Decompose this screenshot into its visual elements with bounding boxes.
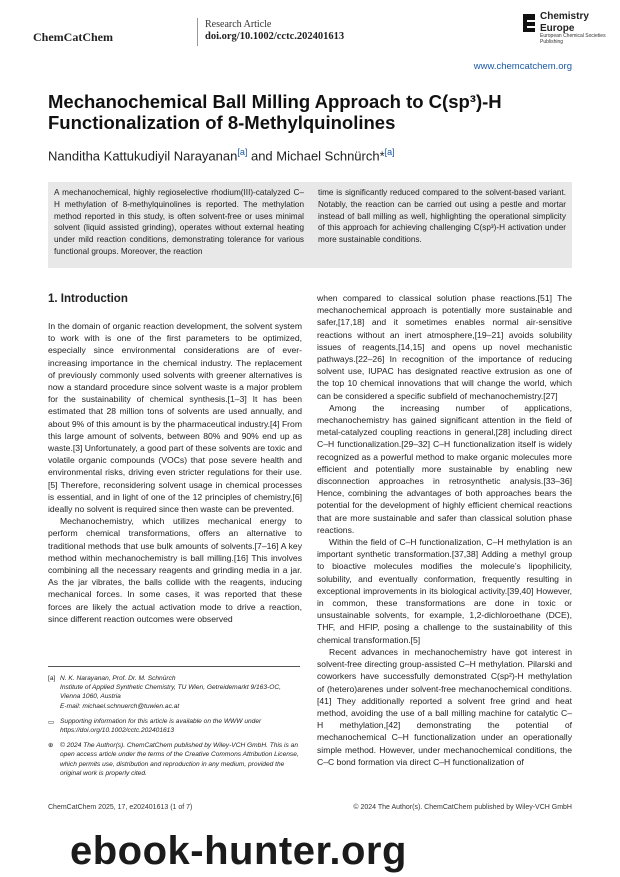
abstract-right: time is significantly reduced compared to the solvent-based variant. Notably, the reaction can be carried out using a pestle and mortar instead of ball milling as well, highlighting the operational simplicity of this approach for achieving challenging C(sp³)-H activation under more sustainable conditions. (318, 188, 566, 245)
paragraph: Within the field of C–H functionalization, C–H methylation is an important synthetic transformation.[37,38] Adding a methyl group to bioactive molecules modifies the molecule’s lipophilicity, solubility, and eventually conformation, frequently resulting in exceptional improvements in its biological activity.[39,40] However, in common, these transformations are done in toxic or unsustainable solvents, for example, 1,2-dichloroethane (DCE), THF, and HFIP, posing a challenge to the sustainability of this chemical transformation.[5] (317, 537, 572, 645)
article-type: Research Article (205, 19, 272, 30)
author-2: and Michael Schnürch* (247, 148, 385, 164)
affiliation-note (48, 674, 300, 711)
logo-text-chemistry: Chemistry (540, 11, 589, 22)
license-text[interactable]: © 2024 The Author(s). ChemCatChem published by Wiley-VCH GmbH. This is an open access article under the terms of the Creative Commons Attribution License, which permits use, distribution and reproduction in any medium, provided the original work is properly cited. (60, 742, 299, 777)
affiliation-email[interactable]: E-mail: michael.schnuerch@tuwien.ac.at (60, 702, 180, 710)
paragraph: In the domain of organic reaction development, the solvent system to work with is one of the first parameters to be optimized, especially since environmental considerations are of ever-increasing importance in the chemical industry. The replacement of previously commonly used solvents with greener alternatives is now a standard procedure since solvent waste is a major problem for the sustainability of chemical synthesis.[1–3] It has been estimated that 28 million tons of solvents are used annually, and about 9% of this amount is by the pharmaceutical industry.[4] From this large amount of solvents, between 80% and 90% end up as waste.[3] Unfortunately, a good part of these solvents are toxic and volatile organic compounds (VOCs) that pose severe health and environmental risks, driving even stricter regulations for their use.[5] Therefore, reconsidering solvent usage in chemical processes is essential, and in light of one of the 12 principles of chemistry,[6] ideally no solvent is required since then waste can be prevented. (48, 321, 302, 515)
paragraph: Mechanochemistry, which utilizes mechanical energy to perform chemical transformations, offers an alternative to traditional methods that use bulk amounts of solvents.[7–16] A key method within mechanochemistry is ball milling.[16] This involves combining all the necessary reagents and grinding media in a jar. As the jar vibrates, the balls collide with the reagents, inducing mechanical forces. In some cases, it was reported that these forces are likely the actual activation mode to drive a reaction, since different reaction outcomes were observed (48, 516, 302, 624)
logo-text-europe: Europe (540, 23, 575, 34)
author-1: Nanditha Kattukudiyil Narayanan (48, 148, 238, 164)
footnote-rule (48, 666, 300, 667)
affiliation-names: N. K. Narayanan, Prof. Dr. M. Schnürch (60, 675, 176, 682)
license-note (48, 741, 300, 778)
footer-citation: ChemCatChem 2025, 17, e202401613 (1 of 7) (48, 804, 193, 811)
abstract-box (48, 182, 572, 268)
paragraph: Recent advances in mechanochemistry have got interest in solvent-free directing group-assisted C–H methylation. Pilarski and coworkers have successfully demonstrated C(sp²)-H methylation of (hetero)arenes under solvent-free mechanochemical conditions.[41] They additionally reported a solvent free grind and heat method, avoiding the use of a ball milling machine for catalytic C–H methylation,[42] demonstrating the potential of mechanochemical C–H functionalization under an operationally simple method. However, under mechanochemical conditions, the C–C bond formation via direct C–H functionalization of (317, 646, 572, 767)
affiliation-institute: Institute of Applied Synthetic Chemistry, TU Wien, Getreidemarkt 9/163-OC, Vienna 1060, Austria (60, 684, 281, 701)
journal-name: ChemCatChem (33, 30, 113, 44)
author-1-affil[interactable]: [a] (237, 147, 248, 157)
chemistry-europe-logo-icon (521, 12, 537, 34)
paragraph: Among the increasing number of applications, mechanochemistry has gained significant attention in the field of metal-catalyzed coupling reactions in general,[28] including direct C–H functionalization.[29–32] C–H functionalization itself is widely recognized as a powerful method to make organic molecules more efficient and potentially more sustainable by enabling new disconnection approaches in retrosynthetic analysis.[33–36] Hence, combining the advantages of both approaches bears the potential for the development of highly efficient chemical reactions that are more sustainable and safer than classical solution phase reactions. (317, 402, 572, 535)
supporting-info-note (48, 717, 300, 735)
author-list (48, 147, 395, 163)
document-icon: ▭ (48, 718, 55, 726)
right-column (317, 292, 572, 768)
footnotes (48, 674, 300, 778)
author-2-affil[interactable]: [a] (384, 147, 395, 157)
article-doi[interactable]: doi.org/10.1002/cctc.202401613 (205, 31, 345, 42)
paragraph: when compared to classical solution phase reactions.[51] The mechanochemical approach is potentially more sustainable and safer,[17,18] and it sometimes enables normal air-sensitive reactions without an inert atmosphere,[19–21] avoids solubility issues of reagents,[14,15] and opens up novel mechanistic pathways.[22–26] In recognition of the importance of reducing solvent use, IUPAC has designated reactive extrusion as one of the top 10 chemical innovations that will change the world, which can be considered a specific subfield of mechanochemistry.[27] (317, 293, 572, 401)
watermark-text: ebook-hunter.org (70, 829, 407, 873)
section-heading: 1. Introduction (48, 293, 128, 305)
logo-text-societies: European Chemical Societies Publishing (540, 33, 606, 45)
supporting-info-text[interactable]: Supporting information for this article is available on the WWW under https://doi.org/10.1002/cctc.202401613 (60, 717, 262, 735)
header-divider (197, 18, 198, 46)
left-column (48, 320, 302, 625)
footer-copyright: © 2024 The Author(s). ChemCatChem published by Wiley-VCH GmbH (353, 804, 572, 811)
abstract-left: A mechanochemical, highly regioselective rhodium(III)-catalyzed C–H methylation of 8-methylquinolines is reported. The methylation method reported in this study, is often solvent-free or uses minimal solvent (liquid assisted grinding), operates without external heating under mild reaction conditions, demonstrating tolerance for various functional groups. Moreover, the reaction (54, 188, 304, 256)
article-title: Mechanochemical Ball Milling Approach to C(sp³)-H Functionalization of 8-Methylquinolines (48, 91, 502, 133)
journal-url-link[interactable]: www.chemcatchem.org (473, 61, 572, 72)
open-access-icon: ⊕ (48, 742, 54, 750)
affiliation-label: [a] (48, 675, 56, 682)
